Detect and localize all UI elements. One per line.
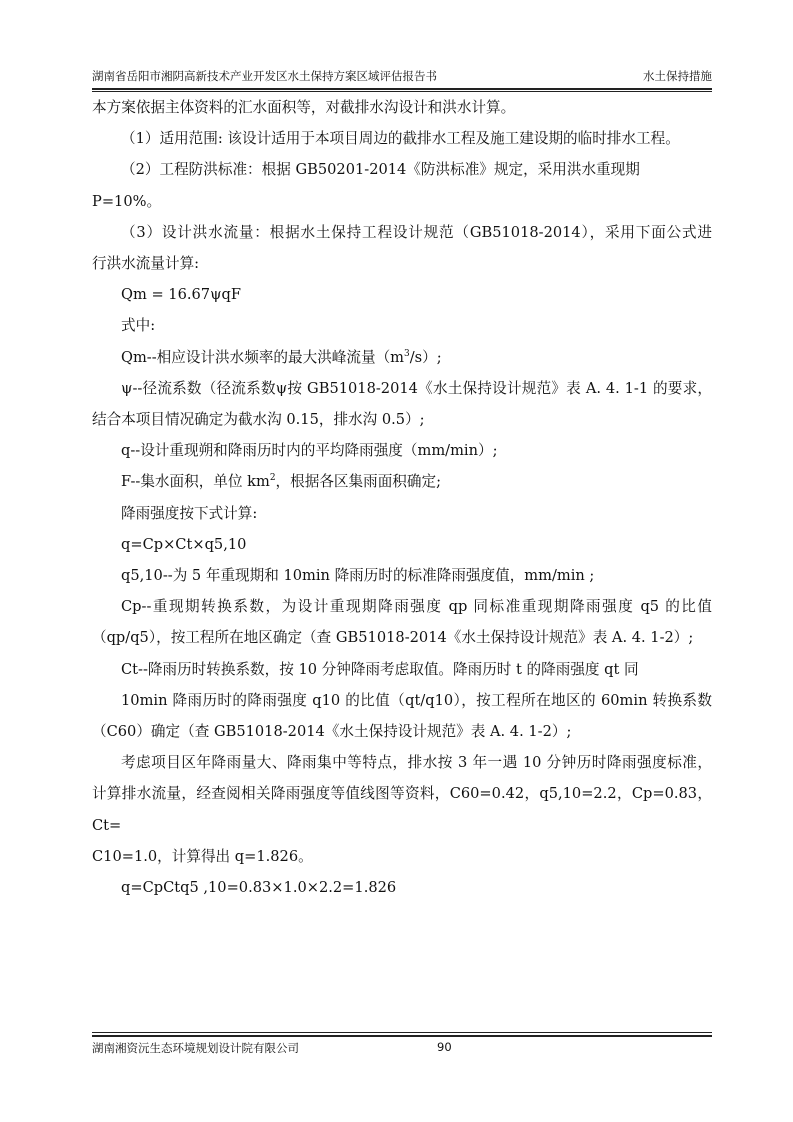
q510-definition: q5,10--为 5 年重现期和 10min 降雨历时的标准降雨强度值，mm/min ; <box>121 567 595 585</box>
consider-line-1: 考虑项目区年降雨量大、降雨集中等特点，排水按 3 年一遇 10 分钟历时降雨强度标准， <box>121 754 712 772</box>
header-rule-thick <box>92 88 712 90</box>
footer-rule-thick <box>92 1035 712 1037</box>
page-header <box>92 64 712 86</box>
footer-rule-thin <box>92 1032 712 1033</box>
f-definition: F--集水面积，单位 $km^2$，根据各区集雨面积确定; <box>121 473 441 491</box>
item-3-line-1: （3）设计洪水流量：根据水土保持工程设计规范（GB51018-2014），采用下面公式进 <box>121 223 712 241</box>
cp-definition-line-2: （qp/q5），按工程所在地区确定（查 GB51018-2014《水土保持设计规范》表 A. 4. 1-2）; <box>92 629 694 647</box>
item-2: （2）工程防洪标准：根据 GB50201-2014《防洪标准》规定，采用洪水重现期 P=10%。 <box>92 161 640 210</box>
body-text <box>92 92 712 903</box>
where-label: 式中: <box>121 317 156 335</box>
psi-definition-line-2: 结合本项目情况确定为截水沟 0.15，排水沟 0.5）; <box>92 411 425 429</box>
ct-definition-line-2: 10min 降雨历时的降雨强度 q10 的比值（qt/q10），按工程所在地区的 60min 转换系数 <box>121 691 712 709</box>
formula-qm: Qm = 16.67ψqF <box>121 286 241 304</box>
psi-definition-line-1: ψ--径流系数（径流系数ψ按 GB51018-2014《水土保持设计规范》表 A. 4. 1-1 的要求， <box>121 379 712 397</box>
q-definition: q--设计重现朔和降雨历时内的平均降雨强度（mm/min）; <box>121 442 498 460</box>
cp-definition-line-1: Cp--重现期转换系数，为设计重现期降雨强度 qp 同标准重现期降雨强度 q5 的比值 <box>121 598 712 616</box>
item-3-line-2: 行洪水流量计算: <box>92 255 200 273</box>
ct-definition-line-1: Ct--降雨历时转换系数，按 10 分钟降雨考虑取值。降雨历时 t 的降雨强度 qt 同 <box>121 660 639 678</box>
company-name: 湖南湘资沅生态环境规划设计院有限公司 <box>92 1041 299 1055</box>
page-number: 90 <box>437 1040 452 1054</box>
report-title: 湖南省岳阳市湘阴高新技术产业开发区水土保持方案区域评估报告书 <box>92 69 437 83</box>
intro-paragraph: 本方案依据主体资料的汇水面积等，对截排水沟设计和洪水计算。 <box>92 99 516 116</box>
section-title: 水土保持措施 <box>643 69 712 83</box>
ct-definition-line-3: （C60）确定（查 GB51018-2014《水土保持设计规范》表 A. 4. 1-2）; <box>92 723 572 741</box>
consider-line-3: C10=1.0，计算得出 q=1.826。 <box>92 847 313 865</box>
qm-definition: Qm--相应设计洪水频率的最大洪峰流量$(m^3/s)$; <box>121 348 442 366</box>
rain-formula: q=Cp×Ct×q5,10 <box>121 535 247 553</box>
item-1: （1）适用范围: 该设计适用于本项目周边的截排水工程及施工建设期的临时排水工程。 <box>121 130 680 148</box>
rain-intensity-intro: 降雨强度按下式计算: <box>121 504 258 522</box>
superscript-3: 3 <box>404 348 410 359</box>
result-formula: q=CpCtq5 ,10=0.83×1.0×2.2=1.826 <box>121 879 397 897</box>
consider-line-2: 计算排水流量，经查阅相关降雨强度等值线图等资料，C60=0.42，q5,10=2.2，Cp=0.83， Ct= <box>92 785 712 834</box>
superscript-2: 2 <box>269 473 276 484</box>
